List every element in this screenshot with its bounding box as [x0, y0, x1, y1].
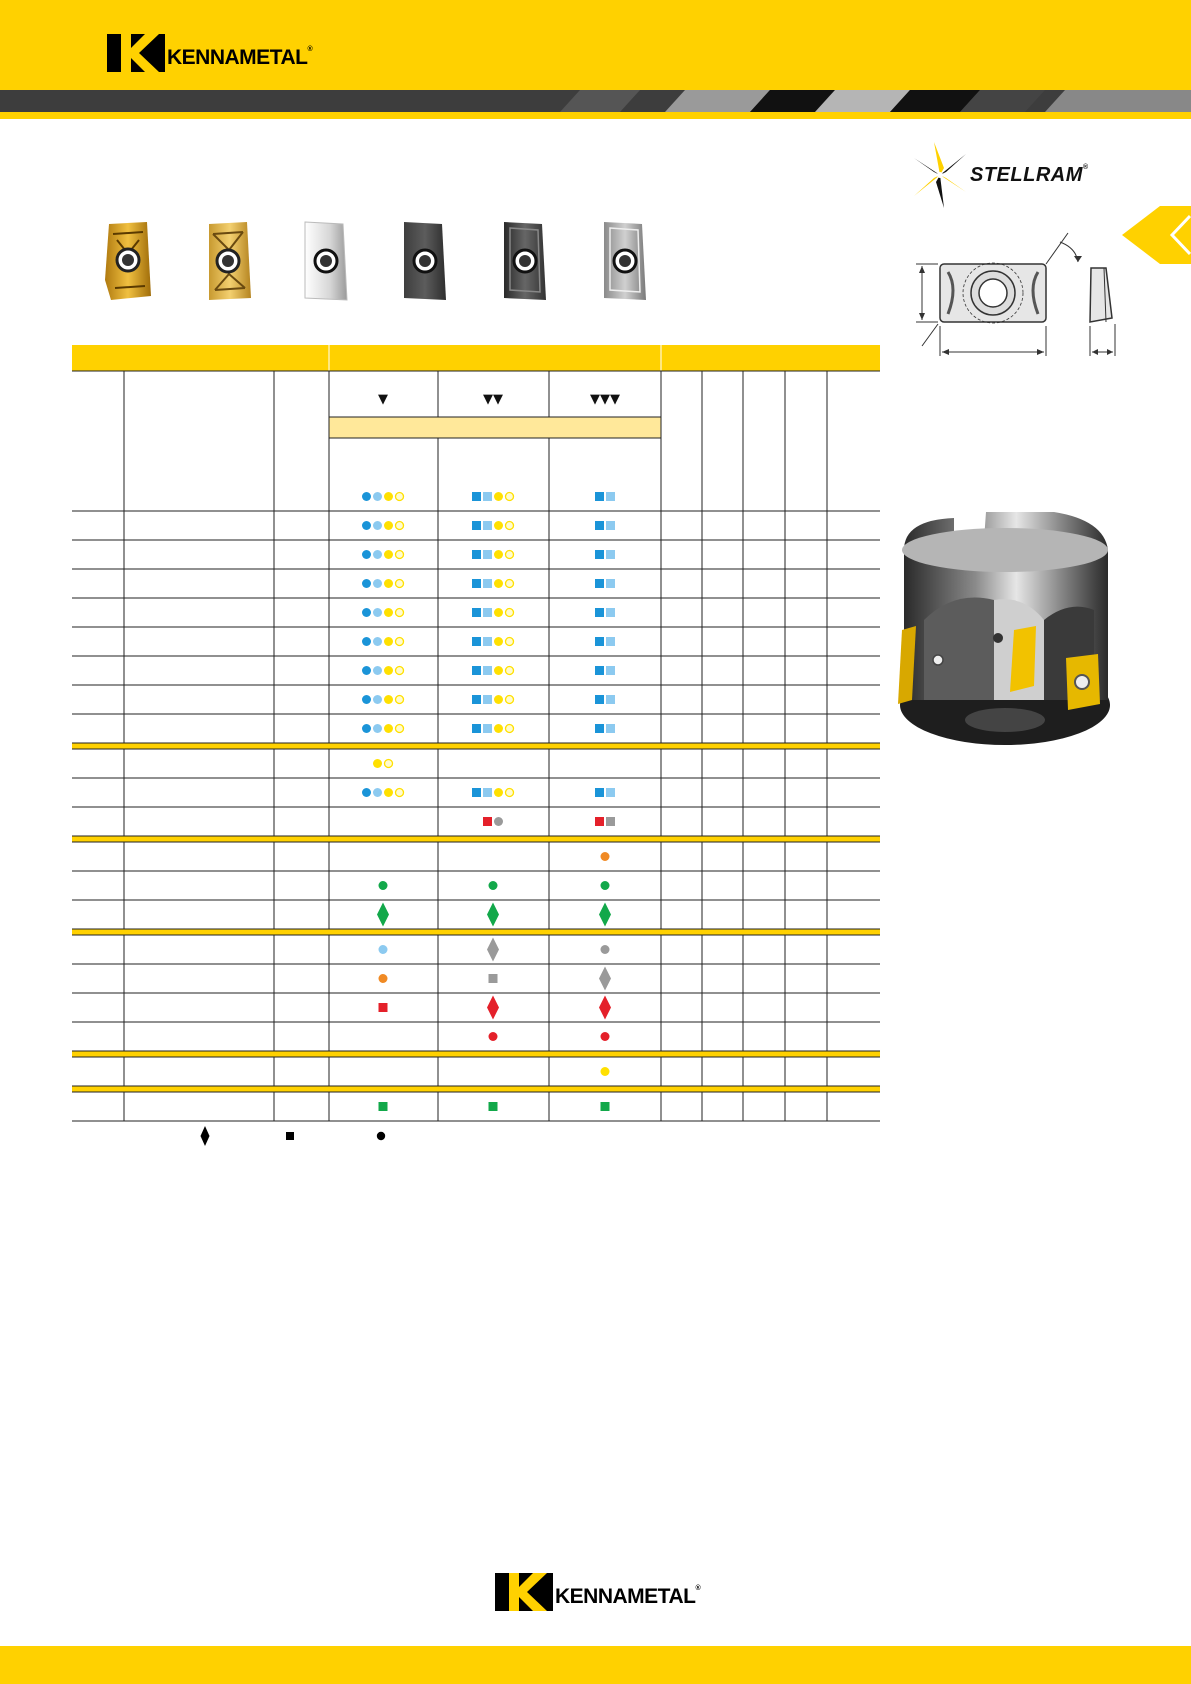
grade-symbol-circle-open-yellow: [396, 638, 404, 646]
grade-symbol-circle-blue: [362, 608, 371, 617]
grade-symbol-circle-yellow: [384, 695, 393, 704]
grade-symbol-circle-yellow: [384, 521, 393, 530]
grade-symbol-circle-open-yellow: [396, 522, 404, 530]
grade-symbol-square-blue: [472, 637, 481, 646]
grade-symbol-circle-yellow: [494, 724, 503, 733]
grade-symbol-circle-open-yellow: [396, 580, 404, 588]
grade-symbol-circle-light-blue: [373, 521, 382, 530]
stellram-star-icon: [912, 140, 968, 210]
grade-symbol-square-light-blue: [483, 492, 492, 501]
grade-symbol-circle-red: [489, 1032, 498, 1041]
grade-symbol-circle-light-blue: [373, 492, 382, 501]
grade-symbol-circle-yellow: [494, 579, 503, 588]
grade-symbol-square-light-blue: [606, 550, 615, 559]
grade-symbol-circle-yellow: [384, 492, 393, 501]
grade-symbol-square-blue: [472, 666, 481, 675]
grade-symbol-circle-blue: [362, 788, 371, 797]
level-marker: ▼: [378, 392, 388, 407]
grade-symbol-square-light-blue: [483, 637, 492, 646]
grade-symbol-square-red: [595, 817, 604, 826]
grade-symbol-circle-open-yellow: [506, 667, 514, 675]
milling-cutter-image: [894, 510, 1116, 760]
grade-symbol-circle-yellow: [384, 550, 393, 559]
grade-symbol-circle-grey: [494, 817, 503, 826]
grade-symbol-circle-blue: [362, 550, 371, 559]
grade-symbol-square-blue: [595, 637, 604, 646]
grade-symbol-circle-blue: [362, 637, 371, 646]
grade-symbol-square-blue: [595, 724, 604, 733]
grade-symbol-square-green: [489, 1102, 498, 1111]
grade-symbol-circle-grey: [601, 945, 610, 954]
grade-symbol-circle-light-blue: [373, 666, 382, 675]
grade-symbol-square-green: [601, 1102, 610, 1111]
grade-symbol-square-light-blue: [606, 695, 615, 704]
grade-symbol-circle-yellow: [494, 550, 503, 559]
grade-symbol-square-light-blue: [606, 788, 615, 797]
grade-symbol-square-light-blue: [606, 637, 615, 646]
legend-circle-icon: [377, 1132, 385, 1140]
grade-symbol-circle-open-yellow: [385, 760, 393, 768]
grade-symbol-circle-open-yellow: [506, 609, 514, 617]
brand-name: KENNAMETAL: [167, 46, 308, 69]
grade-symbol-square-blue: [472, 608, 481, 617]
grade-symbol-square-light-blue: [606, 521, 615, 530]
grade-symbol-circle-green: [489, 881, 498, 890]
header-yellow-line: [0, 112, 1191, 119]
grade-symbol-circle-red: [601, 1032, 610, 1041]
kennametal-k-icon: [495, 1573, 553, 1611]
brand-reg: ®: [695, 1585, 701, 1592]
grade-symbol-square-grey: [606, 817, 615, 826]
grade-symbol-square-blue: [595, 695, 604, 704]
grade-symbol-circle-yellow: [494, 637, 503, 646]
grade-symbol-circle-green: [379, 881, 388, 890]
grade-symbol-square-blue: [472, 579, 481, 588]
grade-symbol-circle-yellow: [494, 521, 503, 530]
grade-symbol-circle-open-yellow: [396, 667, 404, 675]
level-marker: ▼▼▼: [590, 392, 620, 407]
grade-symbol-square-light-blue: [483, 695, 492, 704]
grade-symbol-square-red: [483, 817, 492, 826]
grade-symbol-circle-yellow: [494, 788, 503, 797]
grade-symbol-diamond-green: [377, 903, 389, 927]
grade-symbol-circle-yellow: [373, 759, 382, 768]
grade-symbol-circle-orange: [379, 974, 388, 983]
grade-symbol-circle-orange: [601, 852, 610, 861]
grade-symbol-circle-open-yellow: [506, 522, 514, 530]
grade-symbol-circle-yellow: [384, 724, 393, 733]
grade-symbol-circle-open-yellow: [396, 609, 404, 617]
grade-symbol-circle-light-blue: [373, 695, 382, 704]
section-tab: [1122, 206, 1191, 264]
grade-symbol-circle-blue: [362, 666, 371, 675]
grade-symbol-square-light-blue: [483, 521, 492, 530]
grade-symbol-square-blue: [472, 521, 481, 530]
legend-square-icon: [286, 1132, 294, 1140]
grade-symbol-circle-light-blue: [373, 579, 382, 588]
grade-symbol-circle-open-yellow: [506, 696, 514, 704]
group-separator: [72, 929, 880, 935]
grade-symbol-circle-yellow: [601, 1067, 610, 1076]
grade-symbol-circle-blue: [362, 521, 371, 530]
grade-symbol-circle-green: [601, 881, 610, 890]
grade-symbol-square-light-blue: [606, 666, 615, 675]
grade-symbol-circle-yellow: [494, 608, 503, 617]
grade-symbol-square-light-blue: [483, 579, 492, 588]
grade-symbol-circle-light-blue: [379, 945, 388, 954]
grade-symbol-square-blue: [595, 608, 604, 617]
grade-symbol-diamond-grey: [599, 967, 611, 991]
grade-symbol-circle-open-yellow: [506, 789, 514, 797]
grade-symbol-square-grey: [489, 974, 498, 983]
grade-symbol-circle-open-yellow: [396, 551, 404, 559]
grade-symbol-circle-light-blue: [373, 608, 382, 617]
grade-symbol-circle-yellow: [494, 492, 503, 501]
grade-symbol-circle-yellow: [384, 608, 393, 617]
stellram-name: STELLRAM: [970, 163, 1083, 186]
grade-symbol-square-blue: [595, 579, 604, 588]
grade-symbol-circle-yellow: [494, 695, 503, 704]
kennametal-logo-top: [107, 34, 312, 72]
grade-symbol-circle-open-yellow: [396, 493, 404, 501]
stellram-reg: ®: [1082, 163, 1089, 171]
brand-reg: ®: [307, 46, 313, 53]
grade-symbol-square-blue: [472, 788, 481, 797]
insert-dark: [500, 220, 550, 302]
insert-silver: [301, 220, 351, 302]
grade-symbol-circle-yellow: [384, 579, 393, 588]
group-separator: [72, 743, 880, 749]
grade-symbol-square-green: [379, 1102, 388, 1111]
grade-symbol-square-light-blue: [606, 724, 615, 733]
stellram-logo: [912, 140, 1089, 210]
group-separator: [72, 1051, 880, 1057]
grade-symbol-circle-open-yellow: [506, 551, 514, 559]
grade-symbol-circle-yellow: [494, 666, 503, 675]
group-separator: [72, 836, 880, 842]
insert-dark-grey: [400, 220, 450, 302]
level-marker: ▼▼: [483, 392, 503, 407]
header-stripes: [0, 90, 1191, 112]
grade-symbol-square-blue: [595, 788, 604, 797]
grade-table: [72, 345, 880, 1185]
grade-symbol-circle-open-yellow: [506, 725, 514, 733]
condition-subheader: [329, 417, 661, 438]
grade-symbol-square-blue: [595, 550, 604, 559]
grade-symbol-square-blue: [472, 492, 481, 501]
grade-symbol-circle-open-yellow: [396, 696, 404, 704]
grade-symbol-diamond-grey: [487, 938, 499, 962]
grade-symbol-circle-open-yellow: [506, 493, 514, 501]
grade-symbol-circle-light-blue: [373, 788, 382, 797]
grade-symbol-circle-light-blue: [373, 637, 382, 646]
grade-symbol-square-blue: [595, 521, 604, 530]
grade-symbol-square-light-blue: [483, 550, 492, 559]
grade-symbol-square-light-blue: [606, 608, 615, 617]
grade-symbol-square-blue: [595, 666, 604, 675]
grade-symbol-square-blue: [472, 695, 481, 704]
insert-gold-1: [103, 220, 153, 302]
grade-symbol-diamond-red: [487, 996, 499, 1020]
grade-symbol-circle-yellow: [384, 666, 393, 675]
grade-symbol-circle-open-yellow: [506, 580, 514, 588]
grade-symbol-diamond-green: [599, 903, 611, 927]
grade-symbol-square-light-blue: [483, 608, 492, 617]
grade-symbol-square-blue: [595, 492, 604, 501]
grade-symbol-circle-blue: [362, 695, 371, 704]
grade-symbol-circle-yellow: [384, 788, 393, 797]
grade-symbol-circle-blue: [362, 492, 371, 501]
grade-symbol-circle-light-blue: [373, 724, 382, 733]
footer-band: [0, 1646, 1191, 1684]
grade-symbol-square-light-blue: [483, 724, 492, 733]
grade-symbol-circle-open-yellow: [396, 789, 404, 797]
grade-symbol-square-light-blue: [606, 492, 615, 501]
grade-symbol-square-blue: [472, 724, 481, 733]
grade-symbol-circle-blue: [362, 724, 371, 733]
grade-symbol-square-blue: [472, 550, 481, 559]
kennametal-logo-bottom: [495, 1573, 700, 1611]
grade-symbol-circle-open-yellow: [506, 638, 514, 646]
insert-technical-drawing: [908, 228, 1128, 368]
group-separator: [72, 1086, 880, 1092]
grade-symbol-square-light-blue: [483, 666, 492, 675]
grade-symbol-square-light-blue: [606, 579, 615, 588]
insert-gold-2: [203, 220, 253, 302]
grade-symbol-circle-light-blue: [373, 550, 382, 559]
grade-symbol-diamond-green: [487, 903, 499, 927]
grade-symbol-circle-yellow: [384, 637, 393, 646]
insert-light-silver: [600, 220, 650, 302]
grade-symbol-square-red: [379, 1003, 388, 1012]
grade-symbol-circle-open-yellow: [396, 725, 404, 733]
legend-diamond-icon: [201, 1126, 210, 1146]
brand-name: KENNAMETAL: [555, 1585, 696, 1608]
grade-symbol-diamond-red: [599, 996, 611, 1020]
grade-symbol-circle-blue: [362, 579, 371, 588]
grade-symbol-square-light-blue: [483, 788, 492, 797]
kennametal-k-icon: [107, 34, 165, 72]
table-header-band: [72, 345, 880, 371]
